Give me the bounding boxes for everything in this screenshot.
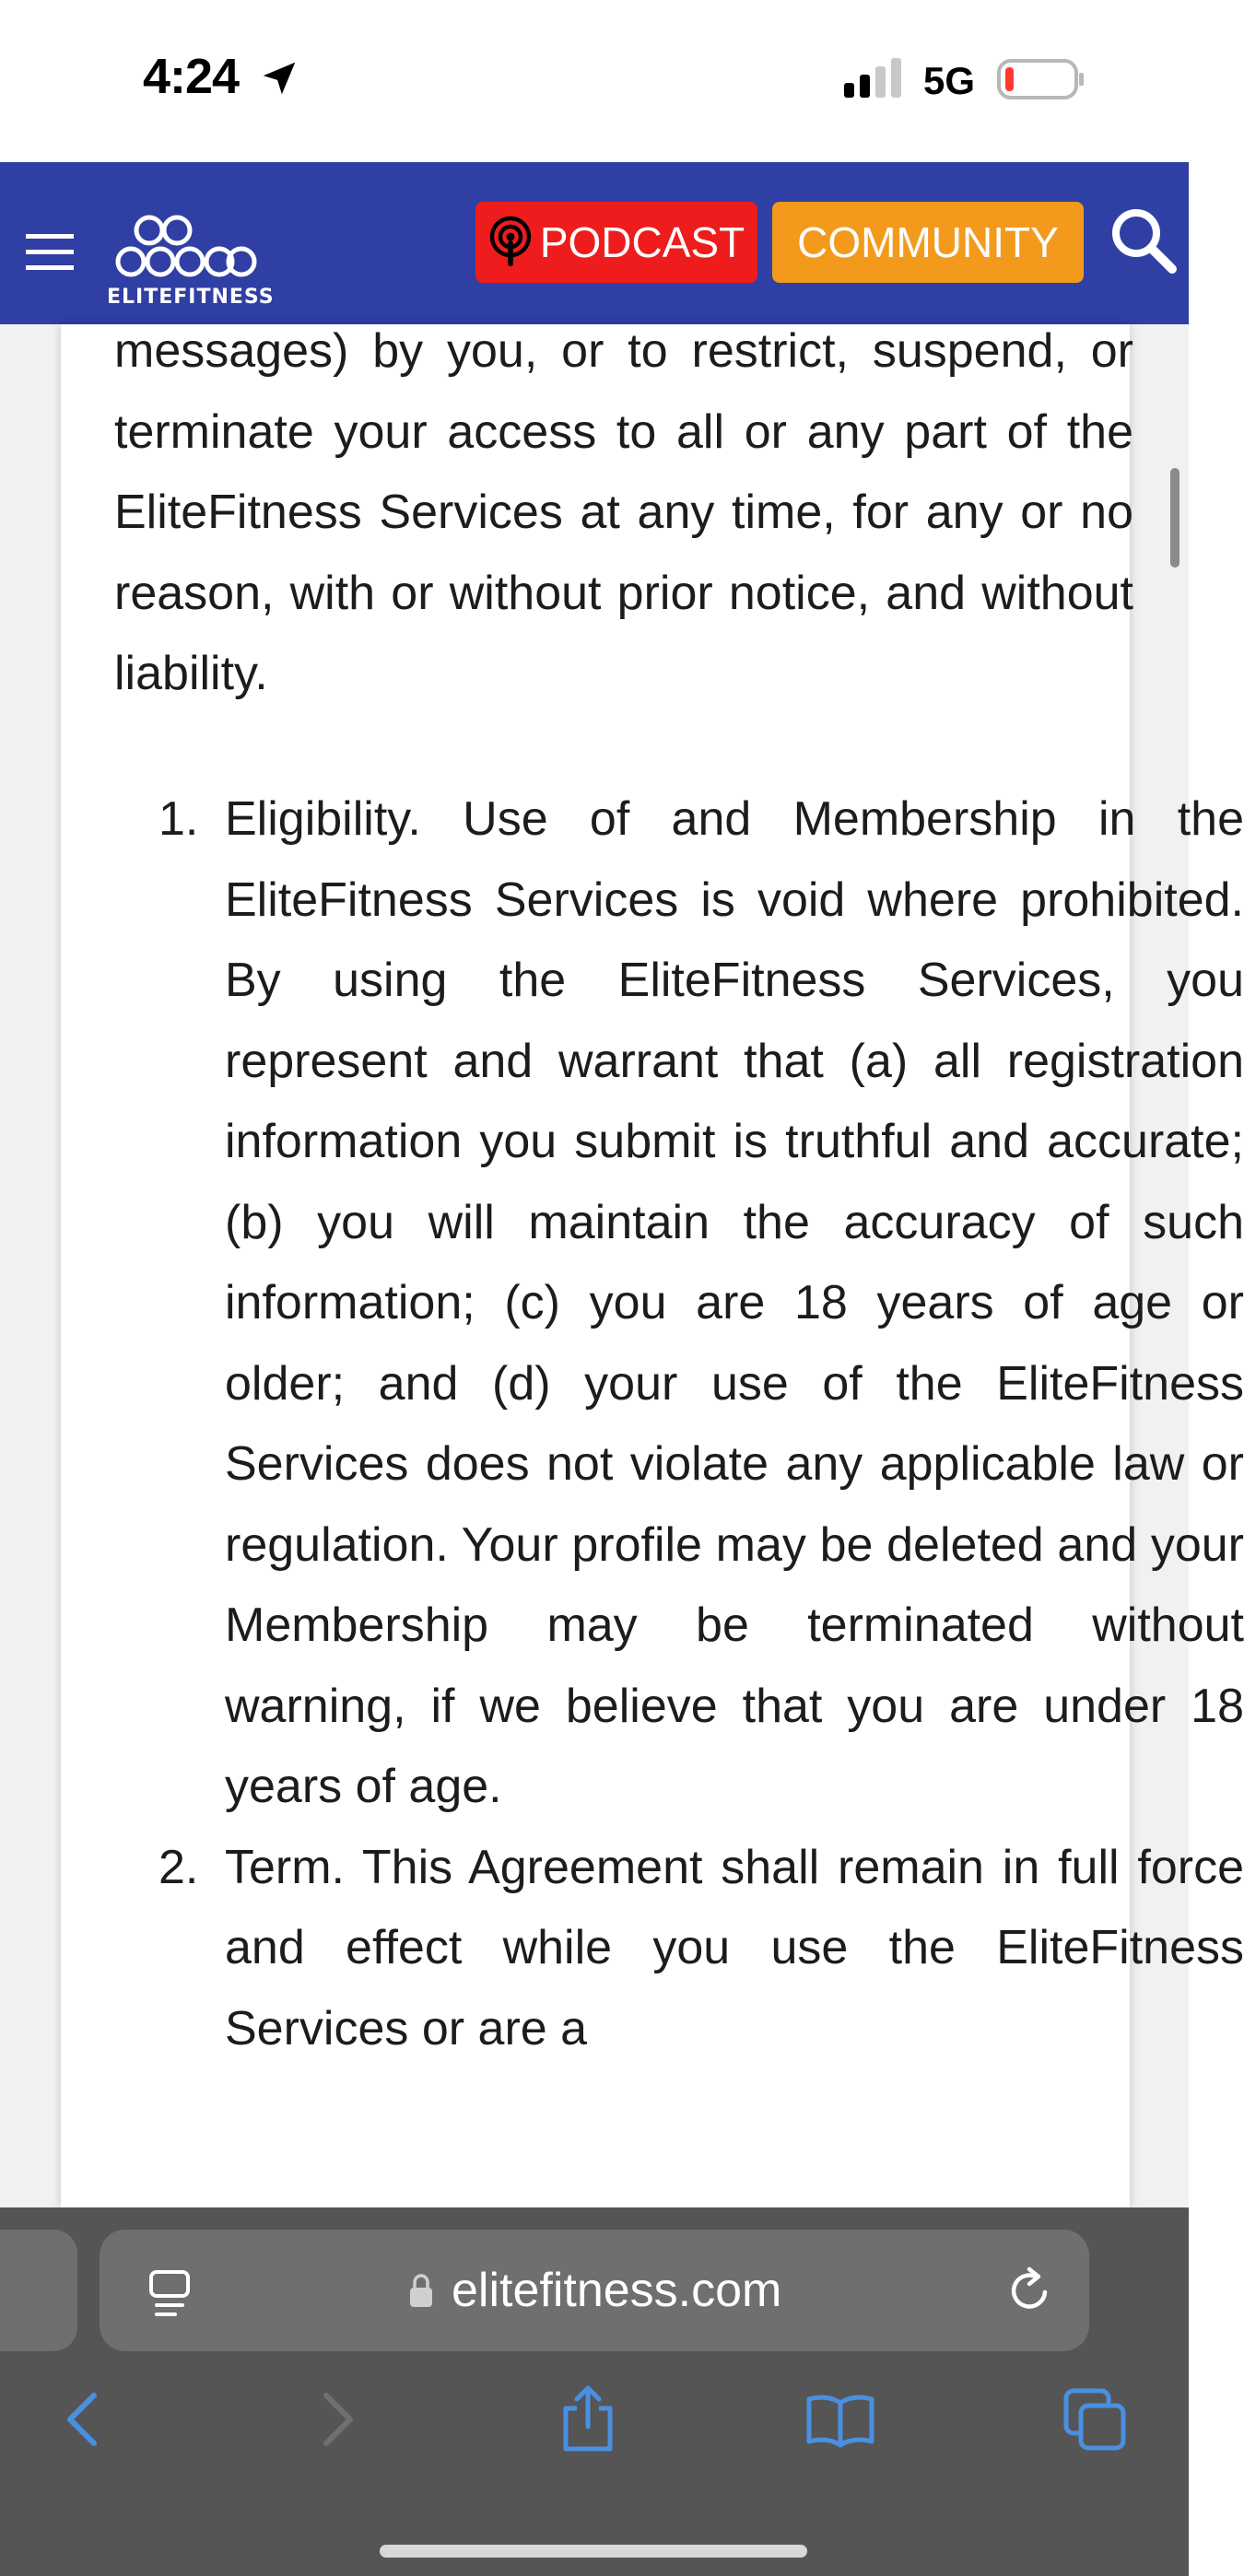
location-arrow-icon <box>258 57 300 100</box>
hamburger-icon[interactable] <box>26 232 74 273</box>
list-item <box>158 1828 1244 2070</box>
terms-content <box>61 324 1244 2207</box>
search-icon[interactable] <box>1106 203 1179 276</box>
page-menu-icon[interactable] <box>147 2268 192 2320</box>
list-item-number: 1. <box>158 792 199 846</box>
podcast-icon <box>488 215 533 270</box>
forward-button[interactable] <box>302 2383 376 2456</box>
tabs-button[interactable] <box>1058 2383 1132 2456</box>
home-indicator[interactable] <box>380 2545 807 2558</box>
signal-icon <box>842 57 905 100</box>
battery-icon <box>997 57 1086 101</box>
intro-paragraph: messages) by you, or to restrict, suspend, or terminate your access to all or any part of the EliteFitness Services at any time, for any or no reason, with or without prior notice, and without liability. <box>114 324 1133 700</box>
community-button[interactable] <box>772 202 1084 283</box>
scrollbar[interactable] <box>1170 468 1179 568</box>
list-item <box>158 779 1244 1828</box>
status-time: 4:24 <box>143 49 240 104</box>
book-icon <box>805 2392 875 2447</box>
share-icon <box>558 2384 617 2454</box>
chevron-left-icon <box>61 2390 101 2449</box>
list-item-text: Term. This Agreement shall remain in full force and effect while you use the EliteFitness Services or are a <box>225 1840 1244 2055</box>
lock-icon <box>407 2272 435 2309</box>
share-button[interactable] <box>551 2383 625 2456</box>
podcast-label: PODCAST <box>539 218 745 266</box>
url-text: elitefitness.com <box>452 2264 782 2317</box>
address-bar[interactable] <box>100 2230 1089 2351</box>
community-label: COMMUNITY <box>797 218 1059 266</box>
terms-list <box>114 779 1244 2069</box>
podcast-button[interactable] <box>475 202 757 283</box>
list-item-number: 2. <box>158 1840 199 1894</box>
network-label: 5G <box>923 59 976 102</box>
tabs-icon <box>1062 2387 1127 2452</box>
back-button[interactable] <box>44 2383 118 2456</box>
bookmarks-button[interactable] <box>804 2383 877 2456</box>
site-header <box>0 162 1189 324</box>
browser-toolbar <box>0 2207 1189 2576</box>
logo-text: ELITEFITNESS <box>107 286 275 309</box>
status-bar <box>0 0 1189 162</box>
chevron-right-icon <box>319 2390 359 2449</box>
previous-tab-stub[interactable] <box>0 2230 77 2351</box>
reload-icon[interactable] <box>1004 2265 1056 2316</box>
list-item-text: Eligibility. Use of and Membership in the EliteFitness Services is void where prohibited. By using the EliteFitness Services, you represent and warrant that (a) all registration information you submit is truthful and accurate; (b) you will maintain the accuracy of such information; (c) you are 18 years of age or older; and (d) your use of the EliteFitness Services does not violate any applicable law or regulation. Your profile may be deleted and your Membership may be terminated without warning, if we believe that you are under 18 years of age. <box>225 792 1244 1813</box>
